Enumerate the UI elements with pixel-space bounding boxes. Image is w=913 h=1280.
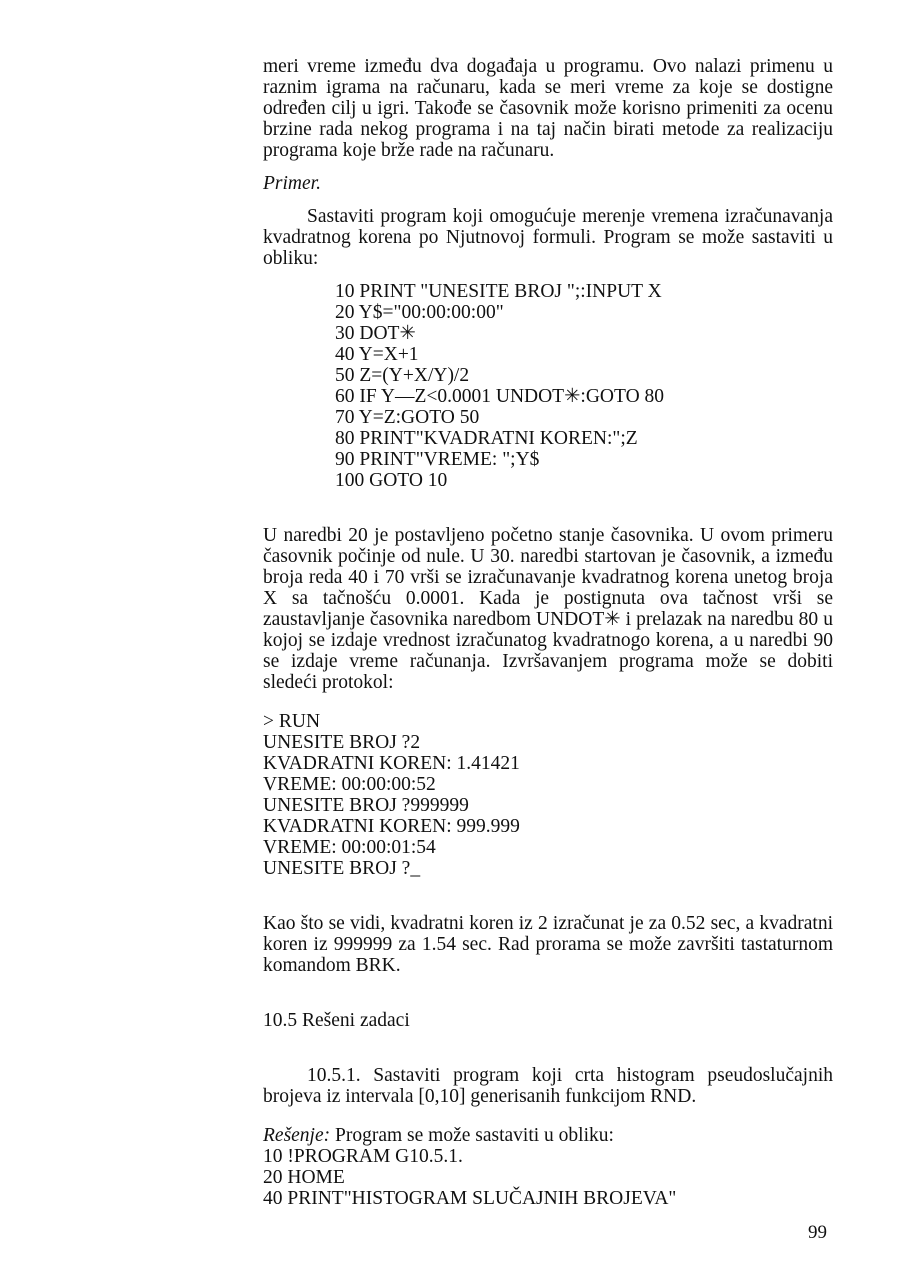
section-heading: 10.5 Rešeni zadaci	[263, 1010, 410, 1031]
solution-line: 40 PRINT"HISTOGRAM SLUČAJNIH BROJEVA"	[263, 1188, 677, 1209]
program-line: 20 Y$="00:00:00:00"	[335, 302, 504, 323]
program-line: 80 PRINT"KVADRATNI KOREN:";Z	[335, 428, 638, 449]
solution-line: 20 HOME	[263, 1167, 345, 1188]
program-listing	[335, 281, 833, 491]
solution-intro	[263, 1125, 833, 1146]
protocol-line: UNESITE BROJ ?_	[263, 858, 421, 879]
solution-line: 10 !PROGRAM G10.5.1.	[263, 1146, 463, 1167]
page-content	[263, 56, 833, 1209]
solution-text: Program se može sastaviti u obliku:	[330, 1125, 614, 1146]
intro-paragraph: meri vreme između dva događaja u programu. Ovo nalazi primenu u raznim igrama na računaru, kada se meri vreme za koje se dostigne određen cilj u igri. Takođe se časovnik može korisno primeniti za ocenu brzine rada nekog programa i na taj način birati metode za realizaciju programa koje brže rade na računaru.	[263, 56, 833, 161]
program-line: 10 PRINT "UNESITE BROJ ";:INPUT X	[335, 281, 662, 302]
solution-label: Rešenje:	[263, 1125, 331, 1146]
primer-label: Primer.	[263, 173, 321, 194]
program-line: 50 Z=(Y+X/Y)/2	[335, 365, 470, 386]
protocol-line: > RUN	[263, 711, 321, 732]
program-line: 30 DOT✳	[335, 323, 416, 344]
protocol-line: UNESITE BROJ ?2	[263, 732, 421, 753]
protocol-line: KVADRATNI KOREN: 999.999	[263, 816, 520, 837]
program-line: 100 GOTO 10	[335, 470, 448, 491]
solution-listing	[263, 1146, 833, 1209]
program-line: 70 Y=Z:GOTO 50	[335, 407, 480, 428]
protocol-line: VREME: 00:00:01:54	[263, 837, 436, 858]
primer-paragraph: Sastaviti program koji omogućuje merenje vremena izračunavanja kvadratnog korena po Njutnovoj formuli. Program se može sastaviti u obliku:	[263, 206, 833, 269]
program-line: 90 PRINT"VREME: ";Y$	[335, 449, 540, 470]
protocol-line: VREME: 00:00:00:52	[263, 774, 436, 795]
program-line: 60 IF Y—Z<0.0001 UNDOT✳:GOTO 80	[335, 386, 665, 407]
protocol-line: UNESITE BROJ ?999999	[263, 795, 469, 816]
run-protocol	[263, 711, 833, 879]
protocol-line: KVADRATNI KOREN: 1.41421	[263, 753, 520, 774]
page-number: 99	[808, 1222, 827, 1243]
task-paragraph: 10.5.1. Sastaviti program koji crta histogram pseudoslučajnih brojeva iz intervala [0,10] generisanih funkcijom RND.	[263, 1065, 833, 1107]
program-line: 40 Y=X+1	[335, 344, 419, 365]
conclusion-paragraph: Kao što se vidi, kvadratni koren iz 2 izračunat je za 0.52 sec, a kvadratni koren iz 999999 za 1.54 sec. Rad prorama se može završiti tastaturnom komandom BRK.	[263, 913, 833, 976]
explanation-paragraph: U naredbi 20 je postavljeno početno stanje časovnika. U ovom primeru časovnik počinje od nule. U 30. naredbi startovan je časovnik, a između broja reda 40 i 70 vrši se izračunavanje kvadratnog korena unetog broja X sa tačnošću 0.0001. Kada je postignuta ova tačnost vrši se zaustavljanje časovnika naredbom UNDOT✳ i prelazak na naredbu 80 u kojoj se izdaje vrednost izračunatog kvadratnogo korena, a u naredbi 90 se izdaje vreme računanja. Izvršavanjem programa može se dobiti sledeći protokol:	[263, 525, 833, 693]
